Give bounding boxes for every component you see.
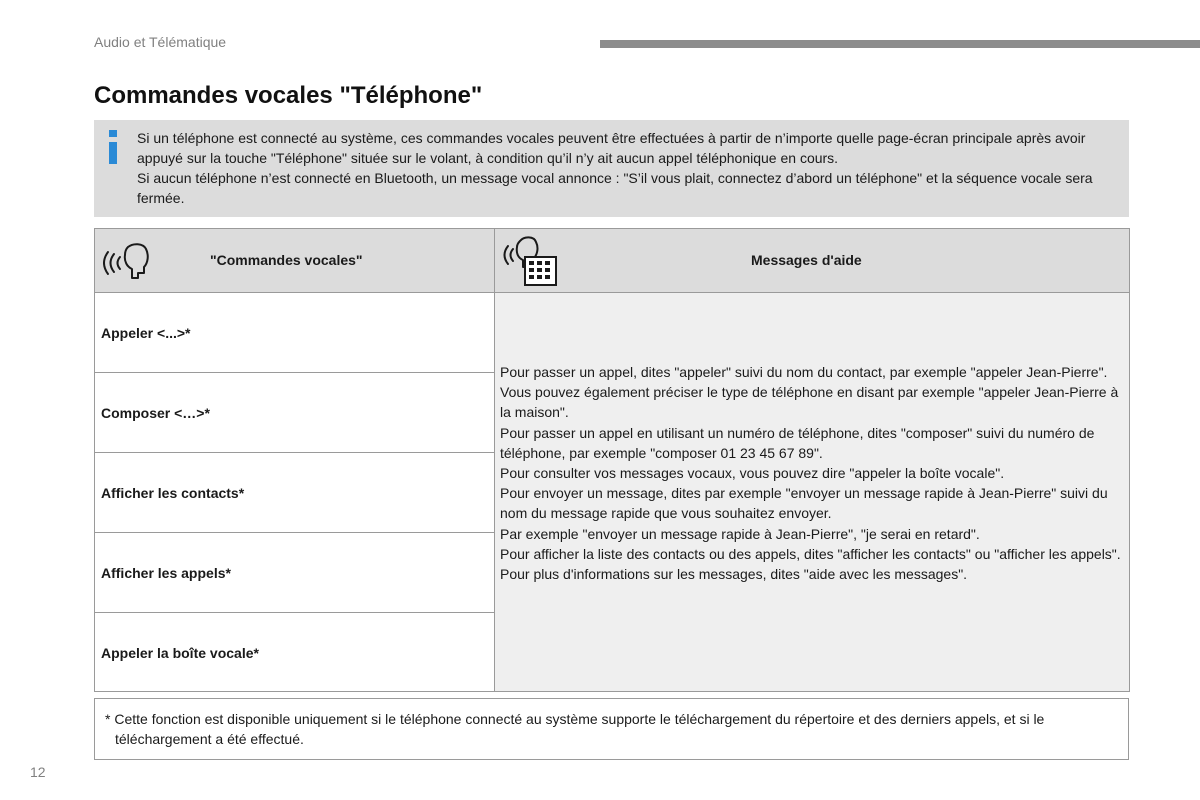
help-line: Pour consulter vos messages vocaux, vous pouvez dire "appeler la boîte vocale". (500, 465, 1005, 482)
help-line: Pour passer un appel, dites "appeler" suivi du nom du contact, par exemple "appeler Jean-Pierre". (500, 364, 1108, 380)
help-header-label: Messages d'aide (751, 252, 862, 268)
commands-column (95, 293, 495, 691)
help-line: Vous pouvez également préciser le type de téléphone en disant par exemple "appeler Jean-Pierre à la maison". (500, 384, 1119, 421)
help-line: Pour envoyer un message, dites par exemple "envoyer un message rapide à Jean-Pierre" suivi du nom du message rapide que vous souhaitez envoyer. (500, 485, 1108, 522)
info-paragraph: Si un téléphone est connecté au système, ces commandes vocales peuvent être effectuées à partir de n’importe quelle page-écran principale après avoir appuyé sur la touche "Téléphone" située sur le volant, à condition qu’il n’y ait aucun appel téléphonique en cours. (137, 130, 1086, 166)
help-line: Par exemple "envoyer un message rapide à Jean-Pierre", "je serai en retard". (500, 525, 980, 542)
info-text (137, 128, 1117, 208)
table-row (95, 613, 494, 693)
help-line: Pour plus d'informations sur les messages, dites "aide avec les messages". (500, 566, 968, 583)
page-title: Commandes vocales "Téléphone" (94, 82, 483, 109)
command-show-calls: Afficher les appels* (101, 565, 231, 581)
commands-header-label: "Commandes vocales" (210, 252, 363, 268)
command-dial: Composer <…>* (101, 405, 210, 421)
header-bar (600, 40, 1200, 48)
info-box (94, 120, 1129, 217)
footnote-text: * Cette fonction est disponible uniquement si le téléphone connecté au système supporte le téléchargement du répertoire et des derniers appels, et si le téléchargement a été effectué. (105, 711, 1045, 747)
help-line: Pour passer un appel en utilisant un numéro de téléphone, dites "composer" suivi du numéro de téléphone, par exemple "composer 01 23 45 67 89". (500, 424, 1095, 461)
info-paragraph: Si aucun téléphone n’est connecté en Bluetooth, un message vocal annonce : "S’il vous plait, connectez d’abord un téléphone" et la séquence vocale sera fermée. (137, 170, 1093, 206)
command-call-voicemail: Appeler la boîte vocale* (101, 645, 259, 661)
table-row (95, 453, 494, 533)
section-label: Audio et Télématique (94, 34, 227, 50)
voice-commands-table (94, 228, 1130, 692)
help-cell (495, 293, 1129, 691)
commands-header (95, 229, 495, 293)
footnote-box (94, 698, 1129, 760)
help-header (495, 229, 1129, 293)
voice-help-icon (501, 235, 559, 287)
command-call: Appeler <...>* (101, 325, 191, 341)
command-show-contacts: Afficher les contacts* (101, 485, 245, 501)
page-number: 12 (30, 764, 46, 780)
table-row (95, 293, 494, 373)
info-icon (107, 130, 119, 164)
voice-command-icon (103, 241, 149, 281)
help-line: Pour afficher la liste des contacts ou des appels, dites "afficher les contacts" ou "afficher les appels". (500, 545, 1121, 562)
table-row (95, 373, 494, 453)
help-text (500, 362, 1122, 584)
table-row (95, 533, 494, 613)
